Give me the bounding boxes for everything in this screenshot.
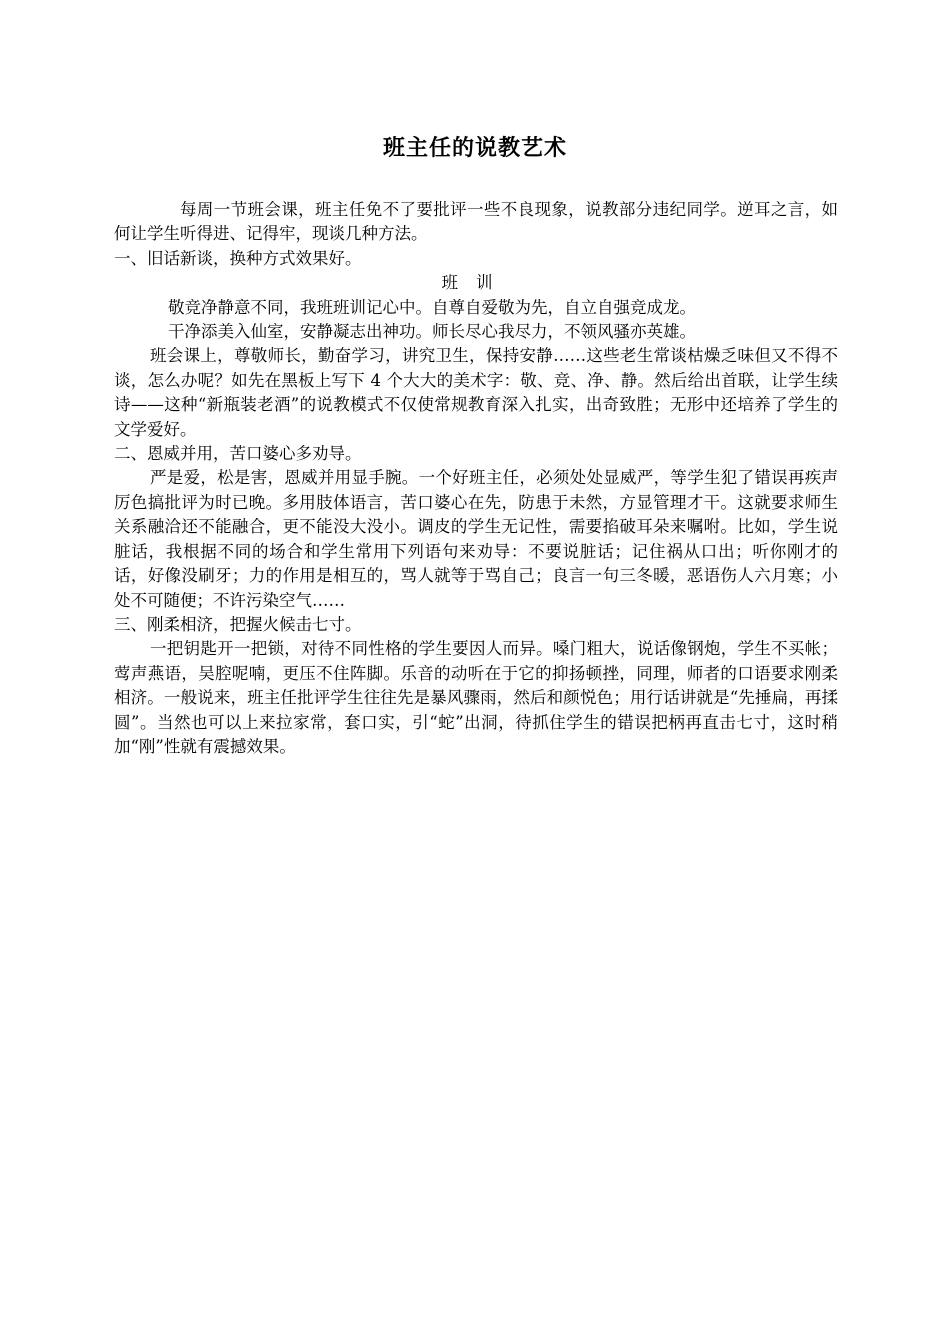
section-paragraph-2: 严是爱，松是害，恩威并用显手腕。一个好班主任，必须处处显威严，等学生犯了错误再疾声厉色搞批评为时已晚。多用肢体语言，苦口婆心在先，防患于未然，方显管理才干。这就要求师生关系融洽还不能融合，更不能没大没小。调皮的学生无记性，需要掐破耳朵来嘱咐。比如，学生说脏话，我根据不同的场合和学生常用下列语句来劝导：不要说脏话；记住祸从口出；听你刚才的话，好像没刷牙；力的作用是相互的，骂人就等于骂自己；良言一句三冬暖，恶语伤人六月寒；小处不可随便；不许污染空气…… — [114, 468, 838, 610]
section-heading-1: 一、旧话新谈，换种方式效果好。 — [114, 248, 362, 268]
intro-paragraph: 每周一节班会课，班主任免不了要批评一些不良现象，说教部分违纪同学。逆耳之言，如何让学生听得进、记得牢，现谈几种方法。 — [114, 200, 838, 244]
poem-line-2: 干净添美入仙室，安静凝志出神功。师长尽心我尽力，不领风骚亦英雄。 — [168, 322, 696, 342]
section-heading-2: 二、恩威并用，苦口婆心多劝导。 — [114, 444, 362, 464]
document-title: 班主任的说教艺术 — [382, 136, 567, 161]
poem-line-1: 敬竞净静意不同，我班班训记心中。自尊自爱敬为先，自立自强竞成龙。 — [168, 297, 696, 317]
section-heading-3: 三、刚柔相济，把握火候击七寸。 — [114, 614, 362, 634]
section-paragraph-3: 一把钥匙开一把锁，对待不同性格的学生要因人而异。嗓门粗大，说话像钢炮，学生不买帐；莺声燕语，吴腔呢喃，更压不住阵脚。乐音的动听在于它的抑扬顿挫，同理，师者的口语要求刚柔相济。一般说来，班主任批评学生往往先是暴风骤雨，然后和颜悦色；用行话讲就是“先捶扁，再揉圆”。当然也可以上来拉家常，套口实，引“蛇”出洞，待抓住学生的错误把柄再直击七寸，这时稍加“刚”性就有震撼效果。 — [114, 639, 838, 756]
document-body — [114, 198, 838, 759]
poem-title: 班训 — [441, 273, 511, 293]
section-paragraph-1: 班会课上，尊敬师长，勤奋学习，讲究卫生，保持安静……这些老生常谈枯燥乏味但又不得不谈，怎么办呢？如先在黑板上写下 4 个大大的美术字：敬、竞、净、静。然后给出首联，让学生续诗——这种“新瓶装老酒”的说教模式不仅使常规教育深入扎实，出奇致胜；无形中还培养了学生的文学爱好。 — [114, 346, 838, 439]
